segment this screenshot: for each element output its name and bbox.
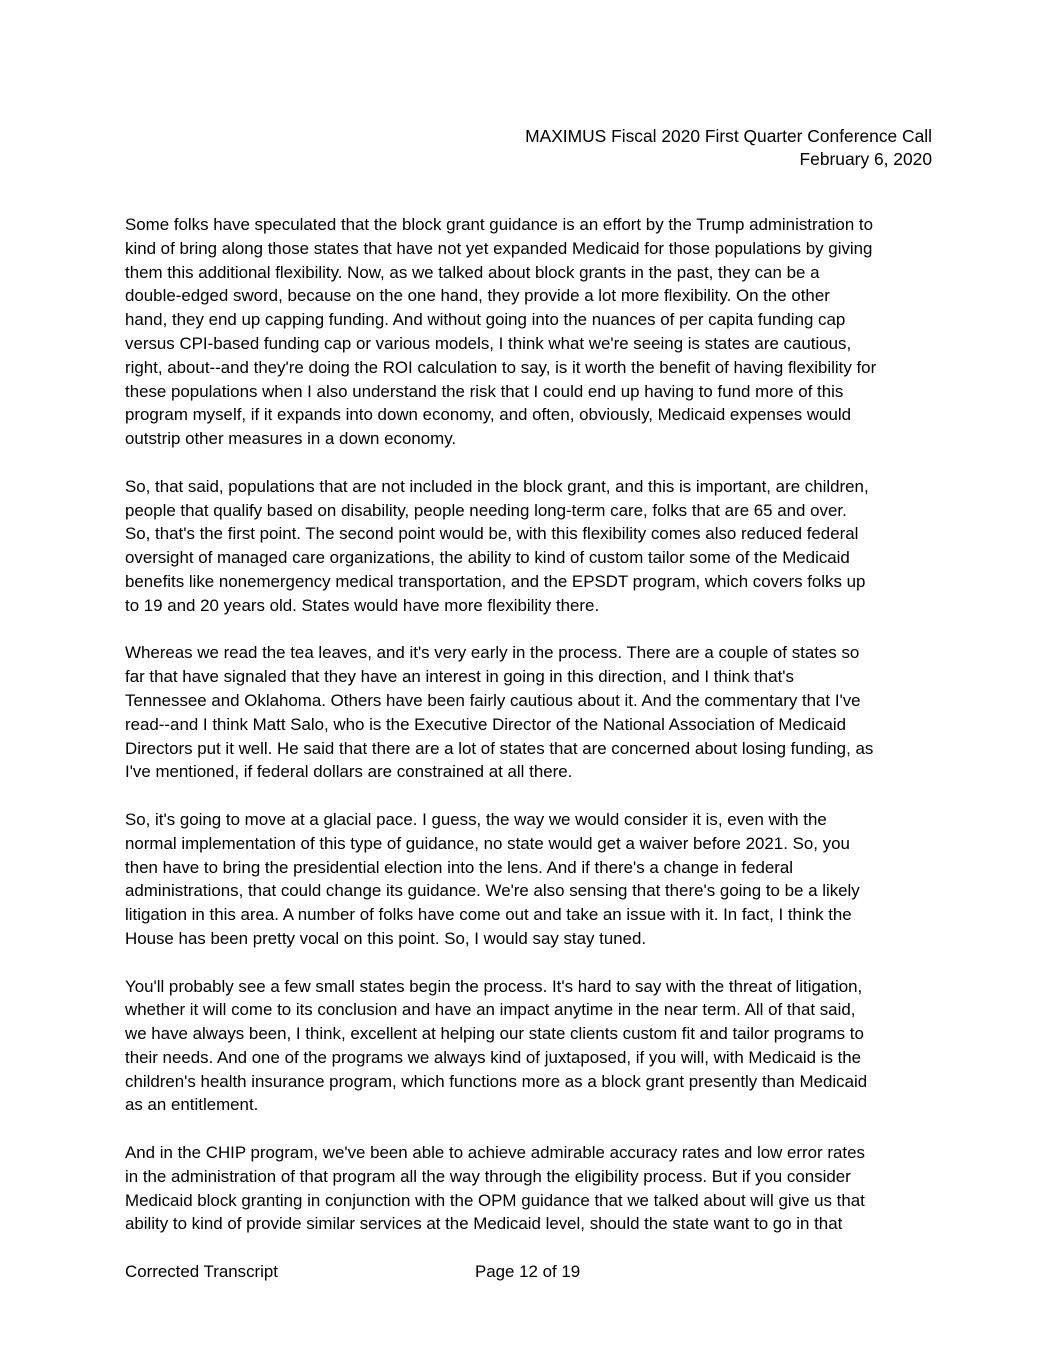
paragraph-6 xyxy=(125,1141,940,1236)
page-header xyxy=(525,125,932,171)
text-line: administrations, that could change its guidance. We're also sensing that there's going to be a likely xyxy=(125,881,860,901)
text-line: Directors put it well. He said that there are a lot of states that are concerned about losing funding, as xyxy=(125,738,874,758)
text-line: You'll probably see a few small states begin the process. It's hard to say with the threat of litigation, xyxy=(125,976,863,996)
text-line: versus CPI-based funding cap or various models, I think what we're seeing is states are cautious, xyxy=(125,333,852,353)
text-line: kind of bring along those states that have not yet expanded Medicaid for those populations by giving xyxy=(125,238,873,258)
text-line: Medicaid block granting in conjunction with the OPM guidance that we talked about will give us that xyxy=(125,1190,865,1210)
paragraph-1 xyxy=(125,213,940,451)
text-line: I've mentioned, if federal dollars are constrained at all there. xyxy=(125,762,573,782)
text-line: as an entitlement. xyxy=(125,1095,259,1115)
text-line: to 19 and 20 years old. States would have more flexibility there. xyxy=(125,595,600,615)
text-line: these populations when I also understand the risk that I could end up having to fund more of this xyxy=(125,381,844,401)
text-line: children's health insurance program, which functions more as a block grant presently than Medicaid xyxy=(125,1071,868,1091)
footer-label: Corrected Transcript xyxy=(125,1262,279,1281)
text-line: in the administration of that program all the way through the eligibility process. But if you consider xyxy=(125,1166,851,1186)
text-line: House has been pretty vocal on this point. So, I would say stay tuned. xyxy=(125,928,647,948)
text-line: read--and I think Matt Salo, who is the Executive Director of the National Association of Medicaid xyxy=(125,714,847,734)
text-line: we have always been, I think, excellent at helping our state clients custom fit and tailor programs to xyxy=(125,1024,864,1044)
paragraph-2 xyxy=(125,475,940,618)
text-line: benefits like nonemergency medical transportation, and the EPSDT program, which covers folks up xyxy=(125,571,866,591)
text-line: Some folks have speculated that the block grant guidance is an effort by the Trump administration to xyxy=(125,215,873,234)
document-date: February 6, 2020 xyxy=(799,149,932,169)
text-line: them this additional flexibility. Now, as we talked about block grants in the past, they can be a xyxy=(125,262,820,282)
text-line: And in the CHIP program, we've been able to achieve admirable accuracy rates and low error rates xyxy=(125,1143,865,1163)
document-title: MAXIMUS Fiscal 2020 First Quarter Conference Call xyxy=(525,126,932,146)
text-line: program myself, if it expands into down economy, and often, obviously, Medicaid expenses would xyxy=(125,405,852,425)
text-line: right, about--and they're doing the ROI calculation to say, is it worth the benefit of having flexibility for xyxy=(125,357,877,377)
text-line: their needs. And one of the programs we always kind of juxtaposed, if you will, with Medicaid is the xyxy=(125,1047,862,1067)
text-line: outstrip other measures in a down economy. xyxy=(125,429,457,449)
text-line: people that qualify based on disability, people needing long-term care, folks that are 65 and over. xyxy=(125,500,847,520)
text-line: ability to kind of provide similar services at the Medicaid level, should the state want to go in that xyxy=(125,1214,843,1234)
text-line: Whereas we read the tea leaves, and it's very early in the process. There are a couple of states so xyxy=(125,643,860,663)
paragraph-5 xyxy=(125,975,940,1118)
text-line: then have to bring the presidential election into the lens. And if there's a change in federal xyxy=(125,857,794,877)
text-line: hand, they end up capping funding. And without going into the nuances of per capita funding cap xyxy=(125,310,846,330)
paragraph-3 xyxy=(125,641,940,784)
transcript-body xyxy=(125,213,940,1260)
text-line: whether it will come to its conclusion and have an impact anytime in the near term. All of that said, xyxy=(125,1000,856,1020)
text-line: litigation in this area. A number of folks have come out and take an issue with it. In fact, I think the xyxy=(125,905,852,925)
text-line: far that have signaled that they have an interest in going in this direction, and I think that's xyxy=(125,667,794,687)
text-line: So, it's going to move at a glacial pace. I guess, the way we would consider it is, even with the xyxy=(125,809,827,829)
paragraph-4 xyxy=(125,808,940,951)
text-line: normal implementation of this type of guidance, no state would get a waiver before 2021. So, you xyxy=(125,833,850,853)
text-line: Tennessee and Oklahoma. Others have been fairly cautious about it. And the commentary that I've xyxy=(125,690,861,710)
text-line: So, that said, populations that are not included in the block grant, and this is important, are children, xyxy=(125,476,869,496)
text-line: So, that's the first point. The second point would be, with this flexibility comes also reduced federal xyxy=(125,524,859,544)
page-number: Page 12 of 19 xyxy=(475,1262,581,1281)
text-line: oversight of managed care organizations, the ability to kind of custom tailor some of the Medicaid xyxy=(125,548,850,568)
text-line: double-edged sword, because on the one hand, they provide a lot more flexibility. On the other xyxy=(125,286,830,306)
